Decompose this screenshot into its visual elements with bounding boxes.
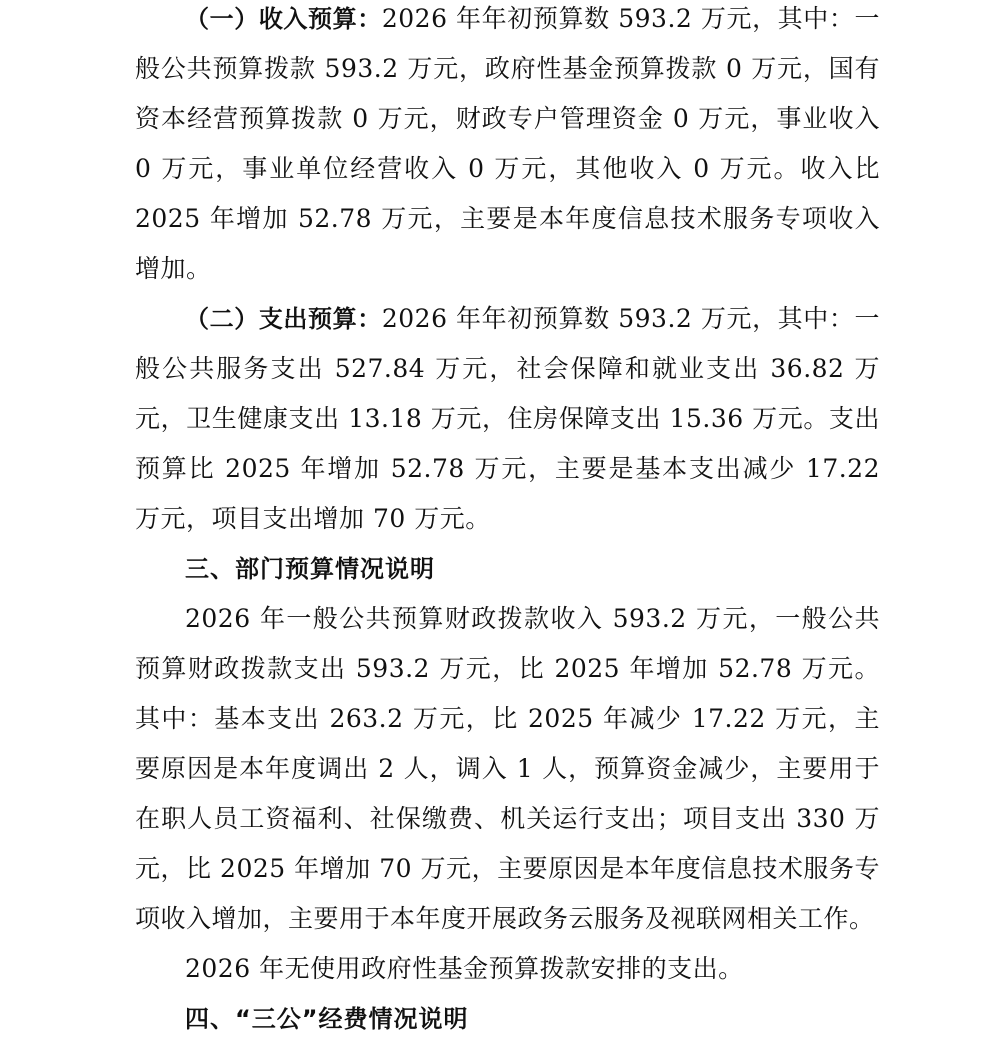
income-budget-lead: （一）收入预算：	[185, 5, 382, 33]
expense-budget-paragraph	[135, 294, 880, 544]
expense-budget-lead: （二）支出预算：	[185, 305, 382, 333]
document-page	[135, 0, 880, 1044]
income-budget-paragraph	[135, 0, 880, 294]
section-3-heading: 三、部门预算情况说明	[185, 555, 435, 583]
section-4-heading: 四、“三公”经费情况说明	[185, 1005, 469, 1033]
income-budget-body: 2026 年年初预算数 593.2 万元，其中：一般公共预算拨款 593.2 万元，政府性基金预算拨款 0 万元，国有资本经营预算拨款 0 万元，财政专户管理资金 0 万元，事业收入 0 万元，事业单位经营收入 0 万元，其他收入 0 万元。收入比 2025 年增加 52.78 万元，主要是本年度信息技术服务专项收入增加。	[135, 4, 880, 283]
expense-budget-body: 2026 年年初预算数 593.2 万元，其中：一般公共服务支出 527.84 万元，社会保障和就业支出 36.82 万元，卫生健康支出 13.18 万元，住房保障支出 15.36 万元。支出预算比 2025 年增加 52.78 万元，主要是基本支出减少 17.22 万元，项目支出增加 70 万元。	[135, 304, 880, 533]
section-3-paragraph-1: 2026 年一般公共预算财政拨款收入 593.2 万元，一般公共预算财政拨款支出 593.2 万元，比 2025 年增加 52.78 万元。其中：基本支出 263.2 万元，比 2025 年减少 17.22 万元，主要原因是本年度调出 2 人，调入 1 人，预算资金减少，主要用于在职人员工资福利、社保缴费、机关运行支出；项目支出 330 万元，比 2025 年增加 70 万元，主要原因是本年度信息技术服务专项收入增加，主要用于本年度开展政务云服务及视联网相关工作。	[135, 604, 880, 933]
section-3-paragraph-2: 2026 年无使用政府性基金预算拨款安排的支出。	[185, 954, 744, 983]
